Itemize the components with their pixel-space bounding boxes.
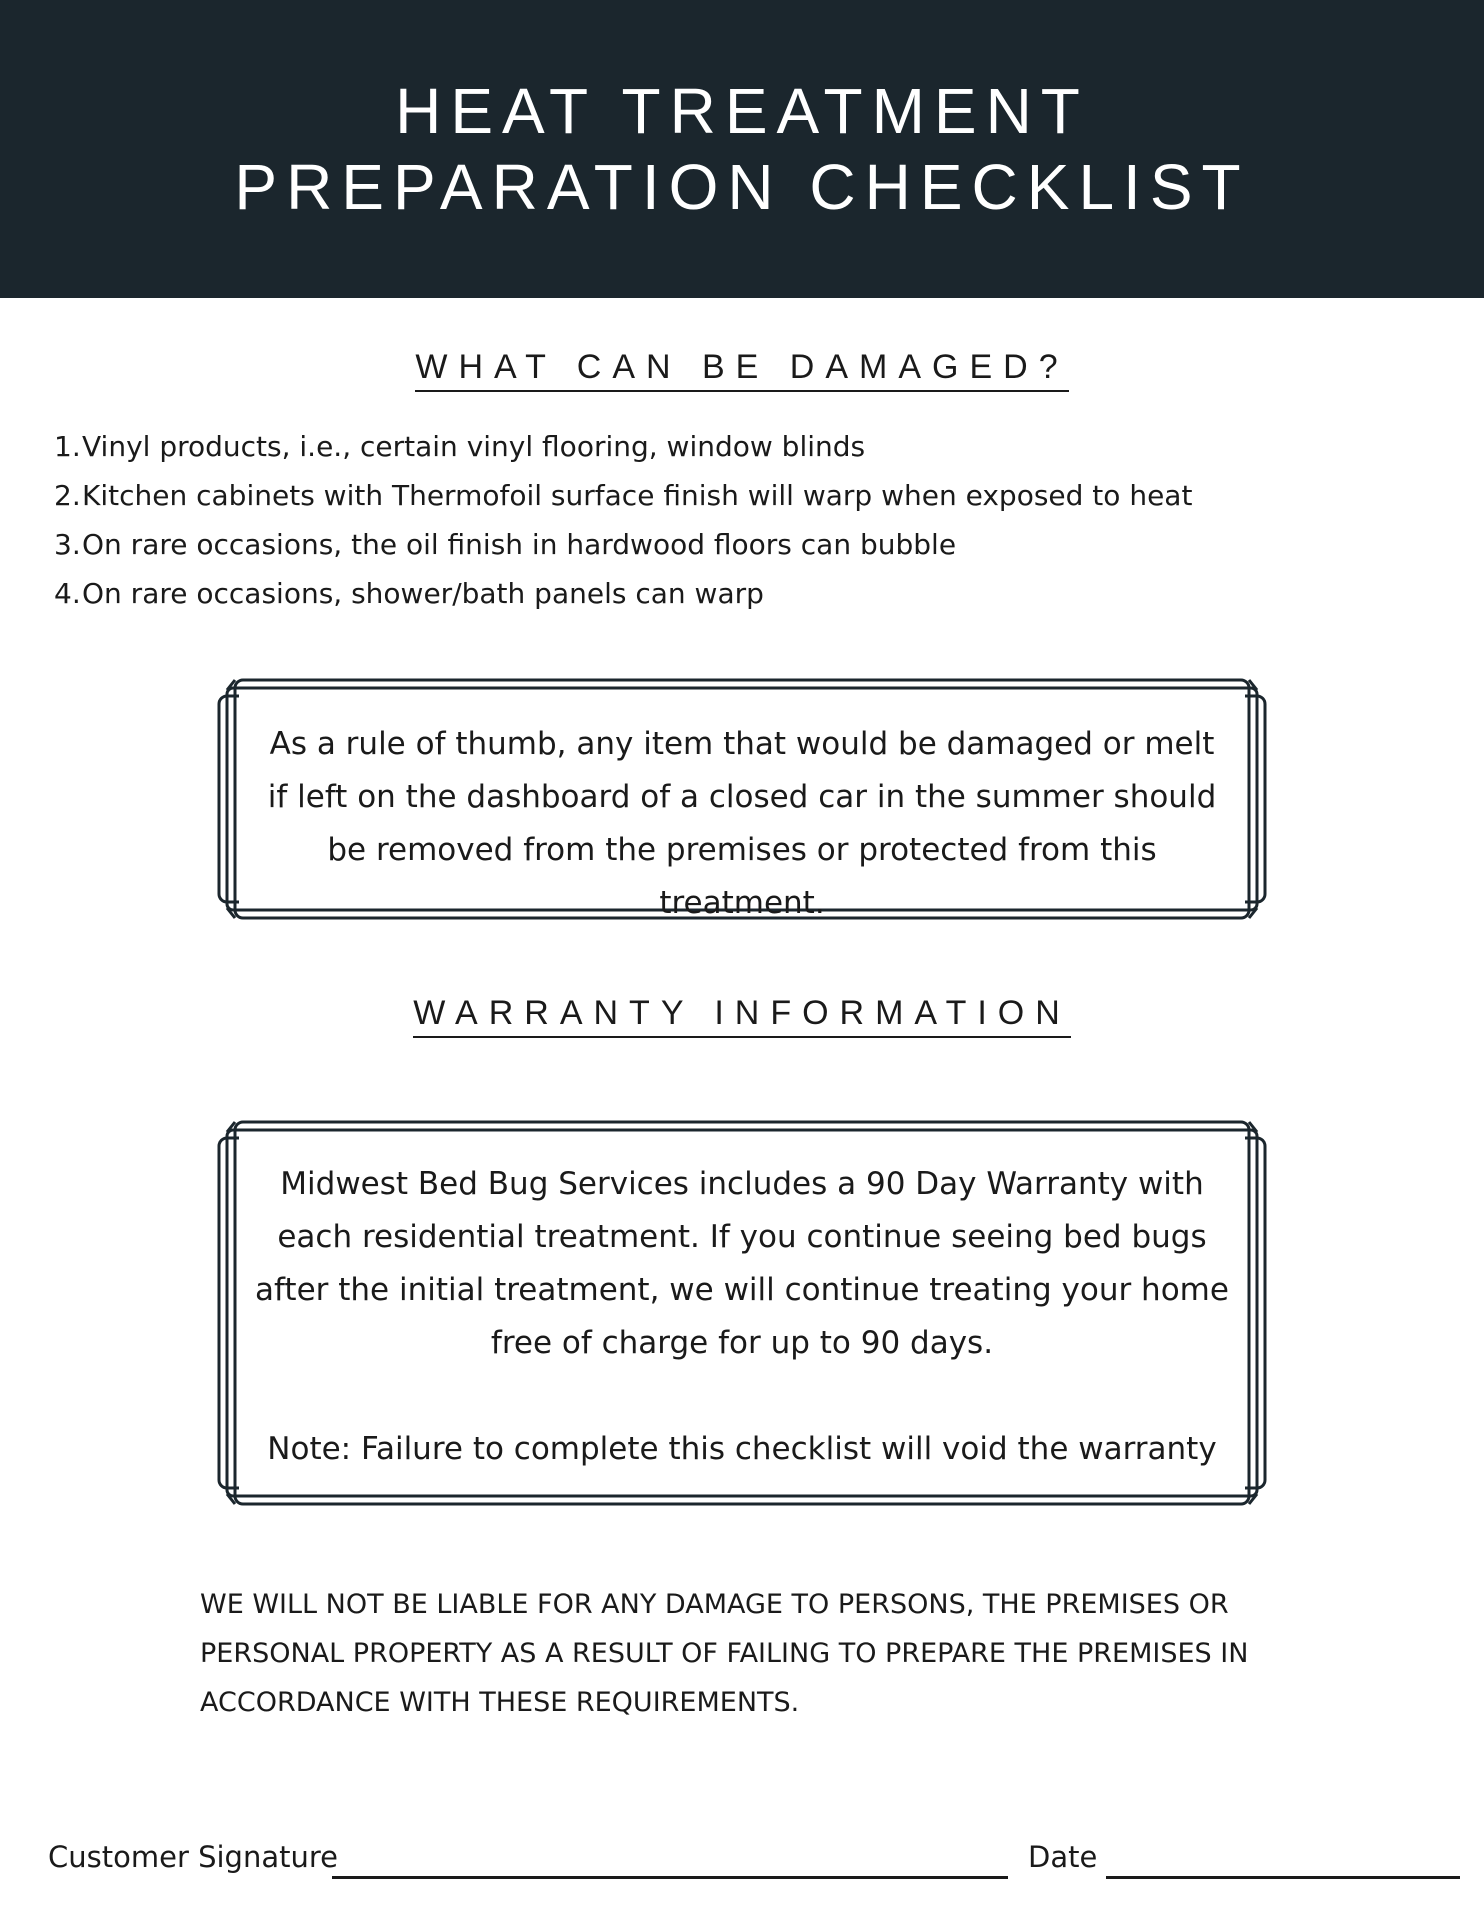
liability-disclaimer: WE WILL NOT BE LIABLE FOR ANY DAMAGE TO PERSONS, THE PREMISES OR PERSONAL PROPERTY AS A RESULT OF FAILING TO PREPARE THE PREMISES IN ACCORDANCE WITH THESE REQUIREMENTS. (200, 1589, 1249, 1718)
list-item-number: 4. (54, 577, 81, 610)
date-line[interactable] (1106, 1876, 1460, 1879)
date-label: Date (1028, 1840, 1098, 1874)
list-item-text: Kitchen cabinets with Thermofoil surface finish will warp when exposed to heat (82, 479, 1193, 512)
list-item-number: 3. (54, 528, 81, 561)
list-item (54, 569, 1192, 618)
damaged-heading-text: WHAT CAN BE DAMAGED? (415, 348, 1068, 392)
warranty-heading-text: WARRANTY INFORMATION (413, 994, 1071, 1038)
list-item-text: On rare occasions, the oil finish in hardwood floors can bubble (82, 528, 957, 561)
list-item-number: 2. (54, 479, 81, 512)
list-item-text: Vinyl products, i.e., certain vinyl flooring, window blinds (82, 430, 866, 463)
warranty-callout (215, 1118, 1269, 1508)
page-title-line-1: HEAT TREATMENT (395, 75, 1089, 147)
list-item (54, 520, 1192, 569)
list-item (54, 471, 1192, 520)
page-title-line-2: PREPARATION CHECKLIST (234, 151, 1250, 223)
customer-signature-line[interactable] (332, 1876, 1008, 1879)
list-item-text: On rare occasions, shower/bath panels can warp (82, 577, 764, 610)
list-item (54, 422, 1192, 471)
damage-list (54, 422, 1192, 618)
list-item-number: 1. (54, 430, 81, 463)
rule-of-thumb-callout (215, 676, 1269, 922)
warranty-text-block (255, 1158, 1229, 1476)
header-banner (0, 0, 1484, 298)
warranty-body: Midwest Bed Bug Services includes a 90 Day Warranty with each residential treatment. If you continue seeing bed bugs after the initial treatment, we will continue treating your home free of charge for up to 90 days. (255, 1166, 1229, 1361)
warranty-note: Note: Failure to complete this checklist will void the warranty (267, 1431, 1217, 1467)
customer-signature-label: Customer Signature (48, 1840, 338, 1874)
rule-of-thumb-text: As a rule of thumb, any item that would be damaged or melt if left on the dashboard of a closed car in the summer should be removed from the premises or protected from this treatment. (267, 726, 1217, 921)
damaged-section-heading (0, 348, 1484, 387)
warranty-section-heading (0, 994, 1484, 1033)
